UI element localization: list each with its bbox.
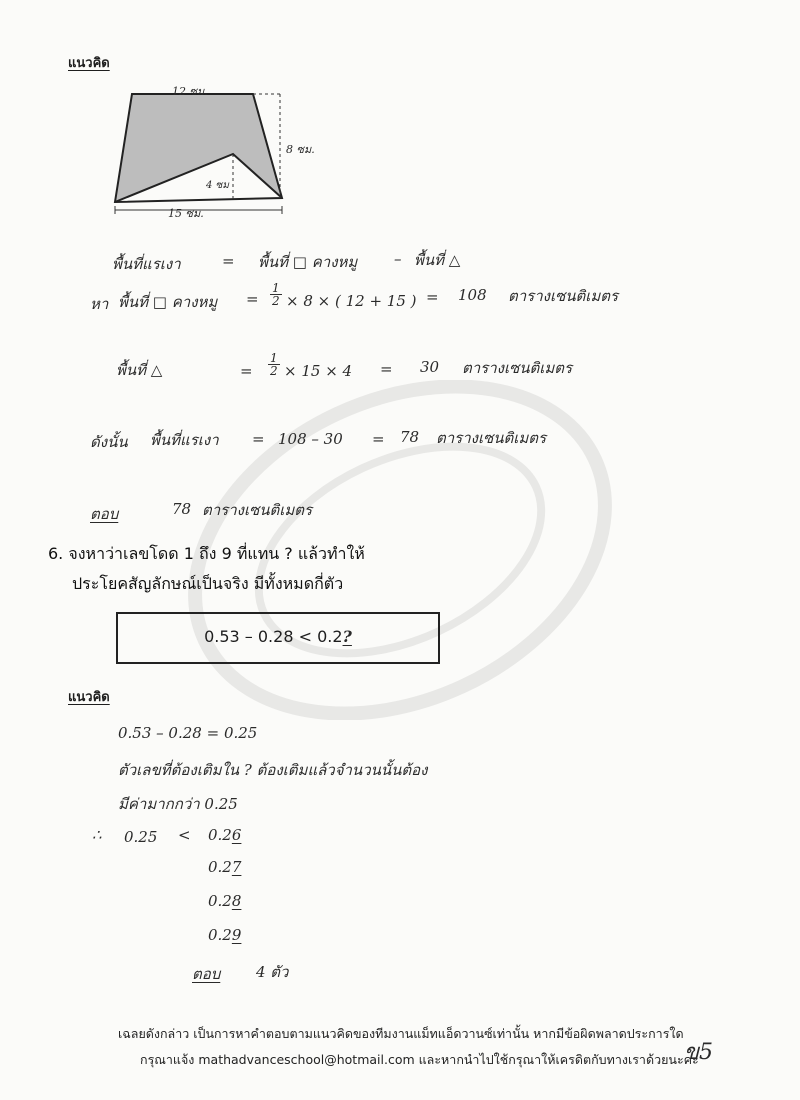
compare-lhs: 0.25 [124, 828, 158, 846]
l1-eq: = [222, 252, 235, 270]
answer1-unit: ตารางเซนติเมตร [202, 501, 313, 519]
question6-line1: 6. จงหาว่าเลขโดด 1 ถึง 9 ที่แทน ? แล้วทำให้ [48, 544, 365, 563]
figure-bottom-label: 15 ซม. [168, 207, 204, 220]
l4-unit: ตารางเซนติเมตร [436, 429, 547, 447]
answer2-value: 4 ตัว [256, 963, 289, 981]
l1-minus: – [394, 250, 402, 268]
section2-heading: แนวคิด [68, 690, 110, 705]
inequality-left: 0.53 – 0.28 < 0.2 [204, 627, 343, 646]
trapezoid-figure [110, 80, 370, 220]
figure-inner-label: 4 ซม [206, 180, 229, 191]
candidate-4 [208, 926, 241, 944]
answer2-label: ตอบ [192, 965, 221, 983]
l3-expr: × 15 × 4 [284, 362, 353, 380]
l4-eq2: = [372, 430, 385, 448]
l2-frac-den: 2 [272, 294, 280, 308]
inequality [118, 627, 438, 646]
therefore-symbol: ∴ [92, 826, 102, 844]
l2-expr: × 8 × ( 12 + 15 ) [286, 292, 417, 310]
l2-fraction [270, 282, 282, 307]
l2-trap-area: พื้นที่ □ คางหมู [118, 293, 218, 311]
l3-result: 30 [420, 358, 440, 376]
work-line1: 0.53 – 0.28 = 0.25 [118, 724, 258, 742]
l4-shaded-area: พื้นที่แรเงา [150, 431, 219, 449]
l3-frac-num: 1 [270, 351, 278, 365]
candidate-2 [208, 858, 241, 876]
l3-eq: = [240, 362, 253, 380]
footer-line1: เฉลยดังกล่าว เป็นการหาคำตอบตามแนวคิดของทีมงานแม็ทแอ็ดวานซ์เท่านั้น หากมีข้อผิดพลาดประการใด [118, 1026, 684, 1041]
l2-unit: ตารางเซนติเมตร [508, 287, 619, 305]
l1-shaded-area: พื้นที่แรเงา [112, 255, 181, 273]
l4-eq: = [252, 430, 265, 448]
l1-tri-area: พื้นที่ △ [414, 251, 461, 269]
candidate-3-digit: 8 [231, 892, 242, 910]
compare-lt: < [178, 826, 191, 844]
candidate-4-digit: 9 [231, 926, 242, 944]
inequality-blank: ? [342, 627, 352, 646]
l2-eq2: = [426, 288, 439, 306]
l2-find: หา [90, 295, 109, 313]
inequality-box [116, 612, 440, 664]
l2-result: 108 [458, 286, 487, 304]
candidate-1-digit: 6 [231, 826, 242, 844]
work-line2: ตัวเลขที่ต้องเติมใน ? ต้องเติมแล้วจำนวนนั้นต้อง [118, 761, 428, 779]
candidate-3 [208, 892, 241, 910]
l3-unit: ตารางเซนติเมตร [462, 359, 573, 377]
l4-result: 78 [400, 428, 420, 446]
answer1-value: 78 [172, 500, 192, 518]
candidate-4-base: 0.2 [208, 926, 232, 944]
figure-top-label: 12 ซม. [172, 85, 208, 98]
work-line3: มีค่ามากกว่า 0.25 [118, 795, 238, 813]
l4-therefore: ดังนั้น [90, 433, 128, 451]
signature: ข5 [684, 1040, 714, 1065]
l1-trap-area: พื้นที่ □ คางหมู [258, 253, 358, 271]
candidate-2-digit: 7 [231, 858, 242, 876]
l2-frac-num: 1 [272, 281, 280, 295]
answer1-label: ตอบ [90, 505, 119, 523]
l3-tri-area: พื้นที่ △ [116, 361, 163, 379]
candidate-2-base: 0.2 [208, 858, 232, 876]
figure-right-label: 8 ซม. [286, 143, 315, 156]
section1-heading: แนวคิด [68, 56, 110, 71]
candidate-1-base: 0.2 [208, 826, 232, 844]
l4-expr: 108 – 30 [278, 430, 343, 448]
footer-line2: กรุณาแจ้ง mathadvanceschool@hotmail.com และหากนำไปใช้กรุณาให้เครดิตกับทางเราด้วยนะคะ [140, 1052, 699, 1067]
l3-eq2: = [380, 360, 393, 378]
candidate-1 [208, 826, 241, 844]
l3-frac-den: 2 [270, 364, 278, 378]
l3-fraction [268, 352, 280, 377]
question6-line2: ประโยคสัญลักษณ์เป็นจริง มีทั้งหมดกี่ตัว [72, 574, 344, 593]
candidate-3-base: 0.2 [208, 892, 232, 910]
l2-eq: = [246, 290, 259, 308]
